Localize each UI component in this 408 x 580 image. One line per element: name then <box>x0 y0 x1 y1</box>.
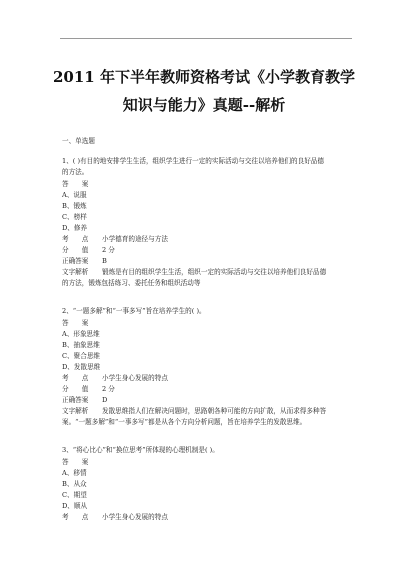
q1-option-d: D、修养 <box>62 224 88 232</box>
q1-option-c: C、榜样 <box>62 213 87 221</box>
q2-option-d: D、发散思维 <box>62 363 101 371</box>
q2-explain-line1: 发散思维指人们在解决问题时，思路朝各种可能的方向扩散，从而求得多种答 <box>102 407 327 415</box>
q1-explain-line1: 锻炼是有目的组织学生生活，组织一定的实际活动与交往以培养他们良好品德 <box>102 268 327 276</box>
q2-option-a: A、形象思维 <box>62 330 100 338</box>
q2-explain-line2: 案。“一题多解”和“一事多写”都是从各个方向分析问题，旨在培养学生的发散思维。 <box>62 418 307 426</box>
q2-explain-row <box>62 407 352 415</box>
q1-correct-row <box>62 257 352 265</box>
q1-correct: B <box>102 257 107 265</box>
q3-option-c: C、期望 <box>62 491 87 499</box>
correct-label: 正确答案 <box>62 396 89 404</box>
q1-answer-label: 答 案 <box>62 180 89 188</box>
q2-point-row <box>62 374 352 382</box>
q1-score-row <box>62 246 352 254</box>
point-label: 考 点 <box>62 235 89 243</box>
q1-stem-line1: 1、( )有目的地安排学生生活，组织学生进行一定的实际活动与交往以培养他们的良好品德 <box>62 157 324 165</box>
q3-answer-label: 答 案 <box>62 458 89 466</box>
q1-explain-row <box>62 268 352 276</box>
point-label: 考 点 <box>62 513 89 521</box>
q1-explain-line2: 的方法，锻炼包括练习、委托任务和组织活动等 <box>62 279 201 287</box>
document-title-line1: 2011 年下半年教师资格考试《小学教育教学 <box>53 68 355 86</box>
document-title-line2: 知识与能力》真题--解析 <box>122 96 286 114</box>
explain-label: 文字解析 <box>62 268 89 276</box>
correct-label: 正确答案 <box>62 257 89 265</box>
q3-point: 小学生身心发展的特点 <box>102 513 168 521</box>
q1-option-a: A、说服 <box>62 191 87 199</box>
q2-option-c: C、聚合思维 <box>62 352 101 360</box>
q3-point-row <box>62 513 352 521</box>
explain-label: 文字解析 <box>62 407 89 415</box>
q3-stem-line1: 3、“将心比心”和“换位思考”所体现的心理机制是( )。 <box>62 446 219 454</box>
q2-point: 小学生身心发展的特点 <box>102 374 168 382</box>
q1-point-row <box>62 235 352 243</box>
q1-score: 2 分 <box>102 246 115 254</box>
q2-score-row <box>62 385 352 393</box>
q2-correct-row <box>62 396 352 404</box>
q2-score: 2 分 <box>102 385 115 393</box>
q2-answer-label: 答 案 <box>62 319 89 327</box>
q2-option-b: B、抽象思维 <box>62 341 100 349</box>
q1-option-b: B、锻炼 <box>62 202 87 210</box>
section-heading: 一、单选题 <box>62 137 95 145</box>
score-label: 分 值 <box>62 385 89 393</box>
q3-option-a: A、移情 <box>62 469 87 477</box>
q1-point: 小学德育的途径与方法 <box>102 235 168 243</box>
q1-stem-line2: 的方法。 <box>62 168 89 176</box>
point-label: 考 点 <box>62 374 89 382</box>
q2-correct: D <box>102 396 108 404</box>
score-label: 分 值 <box>62 246 89 254</box>
q3-option-b: B、从众 <box>62 480 87 488</box>
header-rule <box>60 38 352 39</box>
q2-stem-line1: 2、“一题多解”和“一事多写”旨在培养学生的( )。 <box>62 307 206 315</box>
q3-option-d: D、顺从 <box>62 502 88 510</box>
